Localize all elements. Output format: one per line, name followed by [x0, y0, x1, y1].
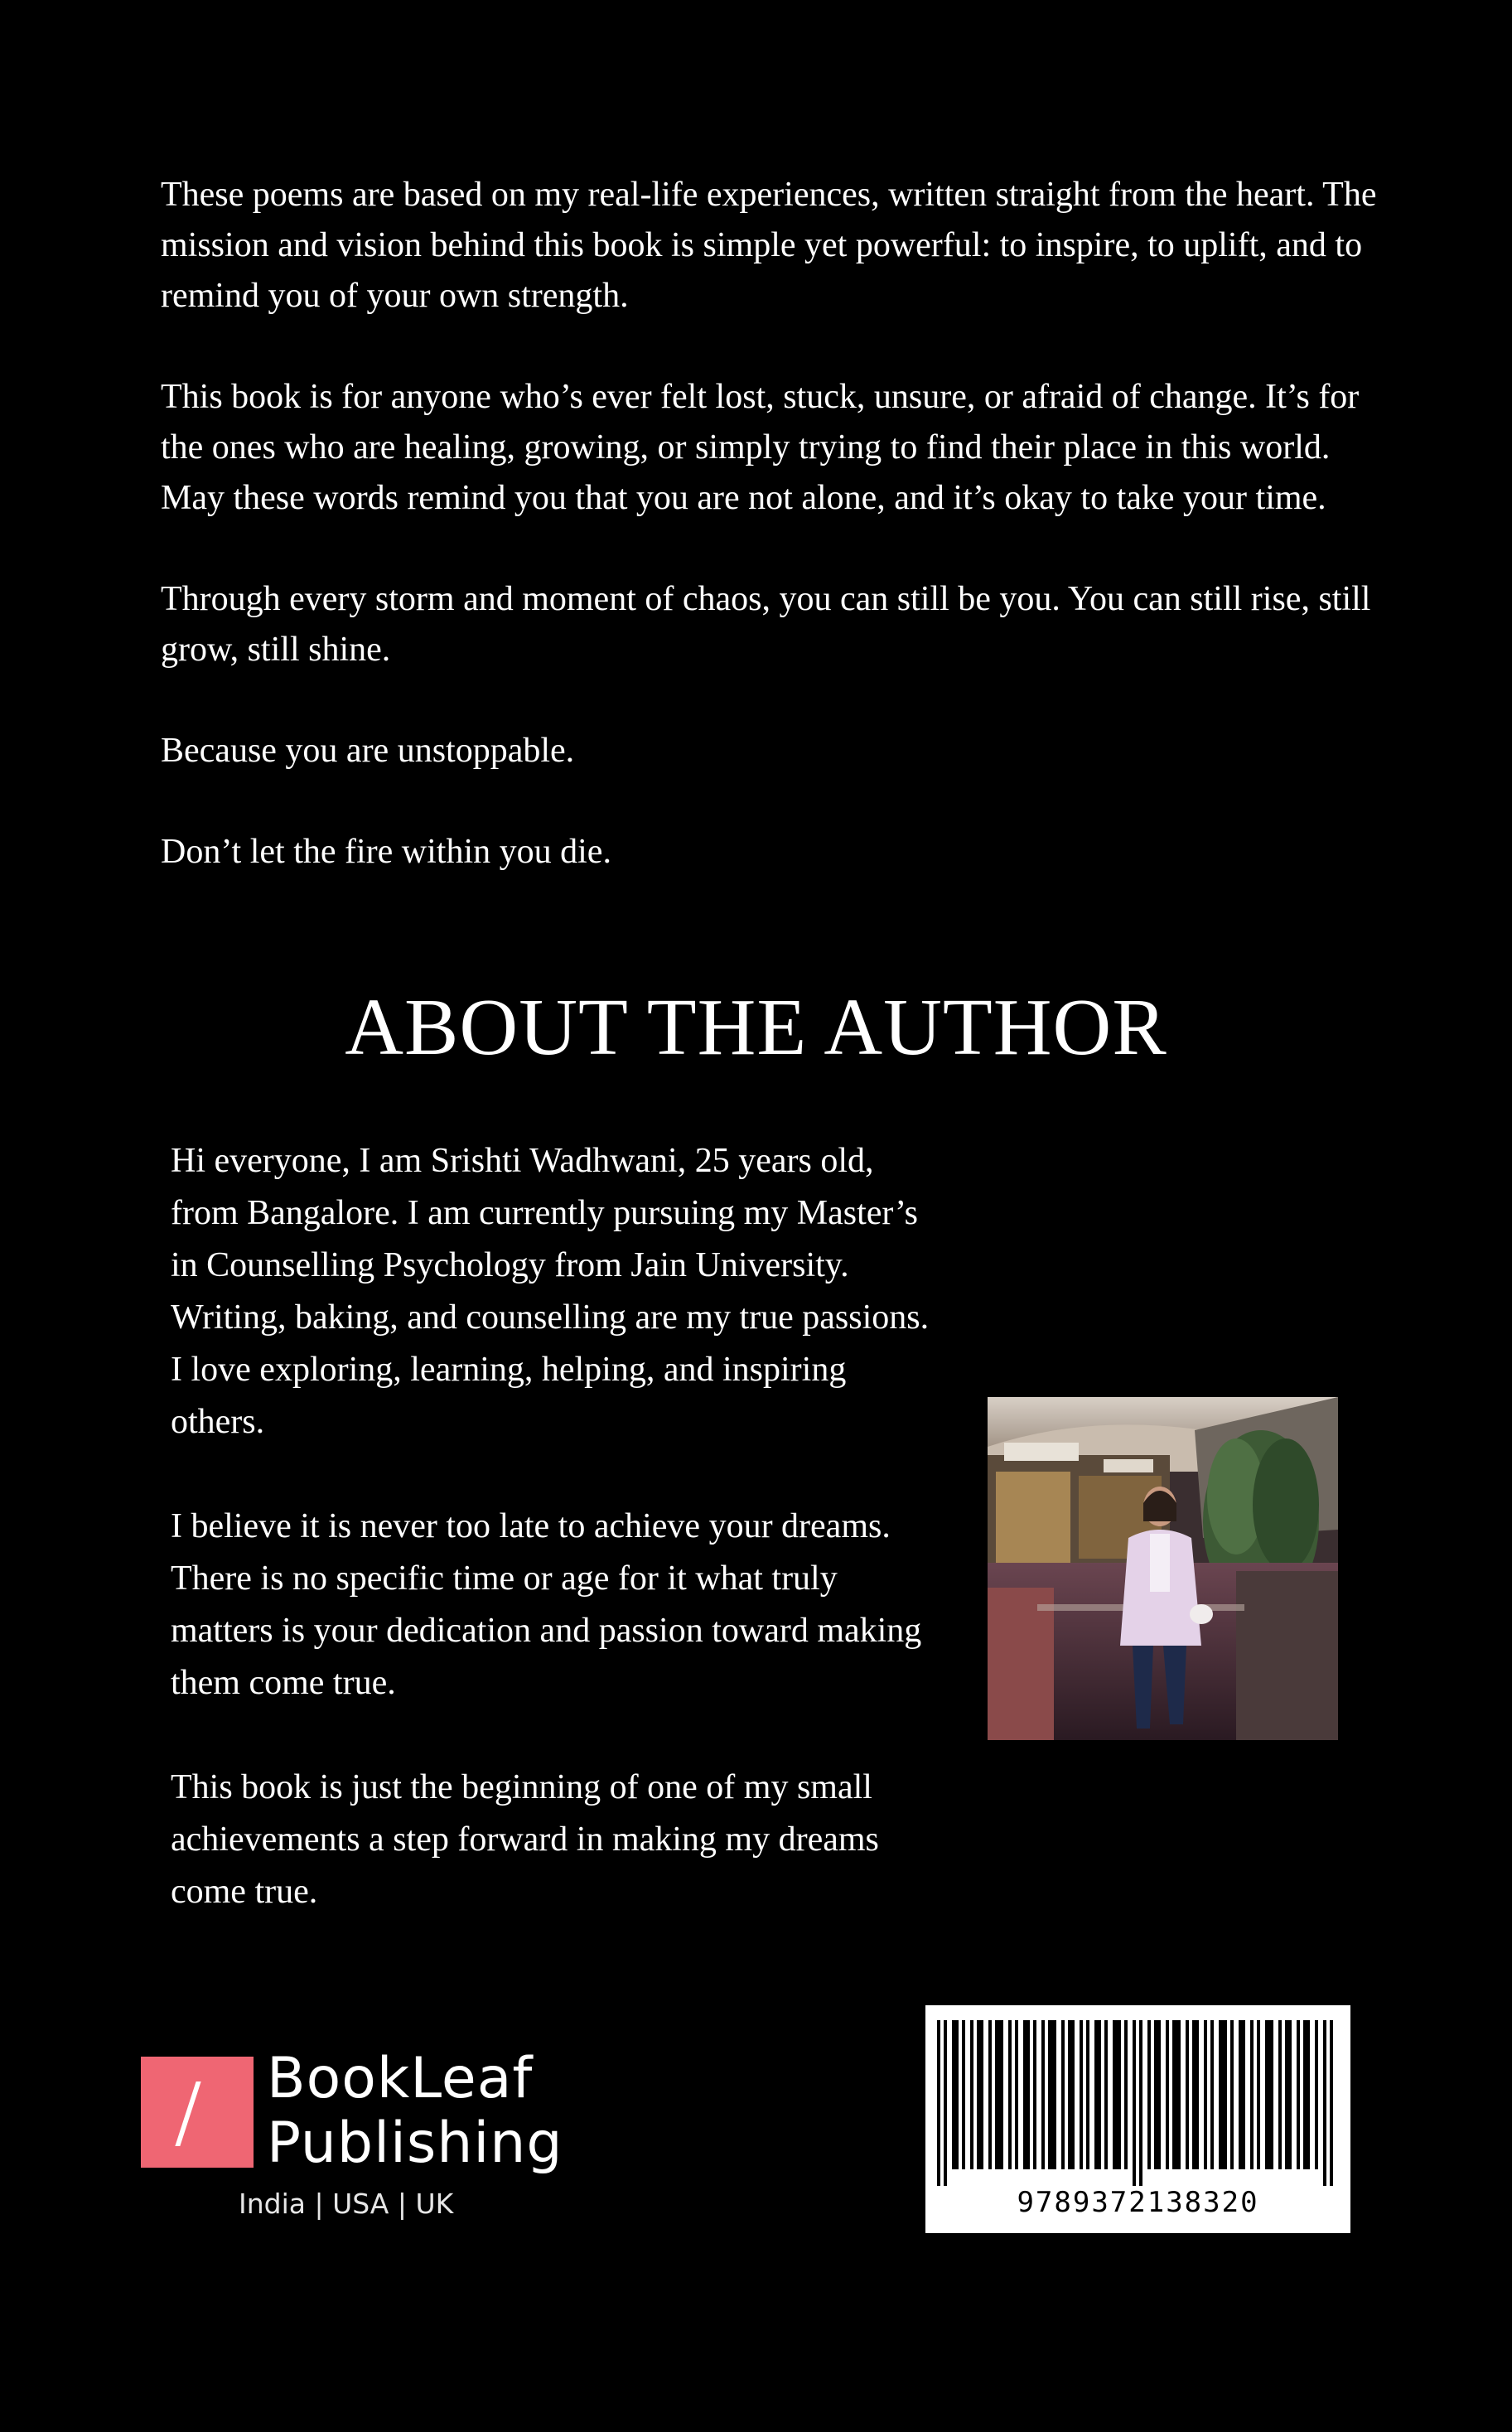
publisher-name-line: BookLeaf — [267, 2046, 534, 2111]
isbn-barcode — [925, 2005, 1350, 2233]
intro-paragraph: This book is for anyone who’s ever felt lost, stuck, unsure, or afraid of change. It’s for the ones who are healing, growing, or simply trying to find their place in this world. May these words remind you that you are not alone, and it’s okay to take your time. — [161, 378, 1360, 517]
intro-paragraph: Don’t let the fire within you die. — [161, 833, 611, 871]
isbn-number: 9789372138320 — [1017, 2186, 1259, 2219]
barcode-icon — [937, 2020, 1339, 2186]
intro-paragraph: These poems are based on my real-life experiences, written straight from the heart. The mission and vision behind this book is simple yet powerful: to inspire, to uplift, and to remind you of your own strength. — [161, 176, 1377, 315]
intro-paragraph: Because you are unstoppable. — [161, 732, 575, 770]
publisher-name-line: Publishing — [267, 2110, 563, 2176]
publisher-regions: India | USA | UK — [239, 2188, 454, 2220]
author-photo — [988, 1397, 1338, 1740]
about-author-heading: ABOUT THE AUTHOR — [345, 983, 1167, 1072]
intro-paragraph: Through every storm and moment of chaos, you can still be you. You can still rise, still grow, still shine. — [161, 580, 1371, 669]
bio-paragraph: I believe it is never too late to achieve your dreams. There is no specific time or age for it what truly matters is your dedication and passion toward making them come true. — [171, 1507, 922, 1702]
logo-mark — [141, 2057, 254, 2168]
bio-paragraph: This book is just the beginning of one of my small achievements a step forward in making my dreams come true. — [171, 1768, 879, 1911]
bio-paragraph: Hi everyone, I am Srishti Wadhwani, 25 years old, from Bangalore. I am currently pursuing my Master’s in Counselling Psychology from Jain University. Writing, baking, and counselling are my true passions. I love exploring, learning, helping, and inspiring others. — [171, 1142, 930, 1441]
publisher-logo — [141, 2046, 572, 2237]
author-bio — [171, 1135, 941, 1970]
publisher-name — [267, 2047, 563, 2176]
slash-icon — [175, 2081, 200, 2146]
intro-blurb — [161, 170, 1379, 928]
